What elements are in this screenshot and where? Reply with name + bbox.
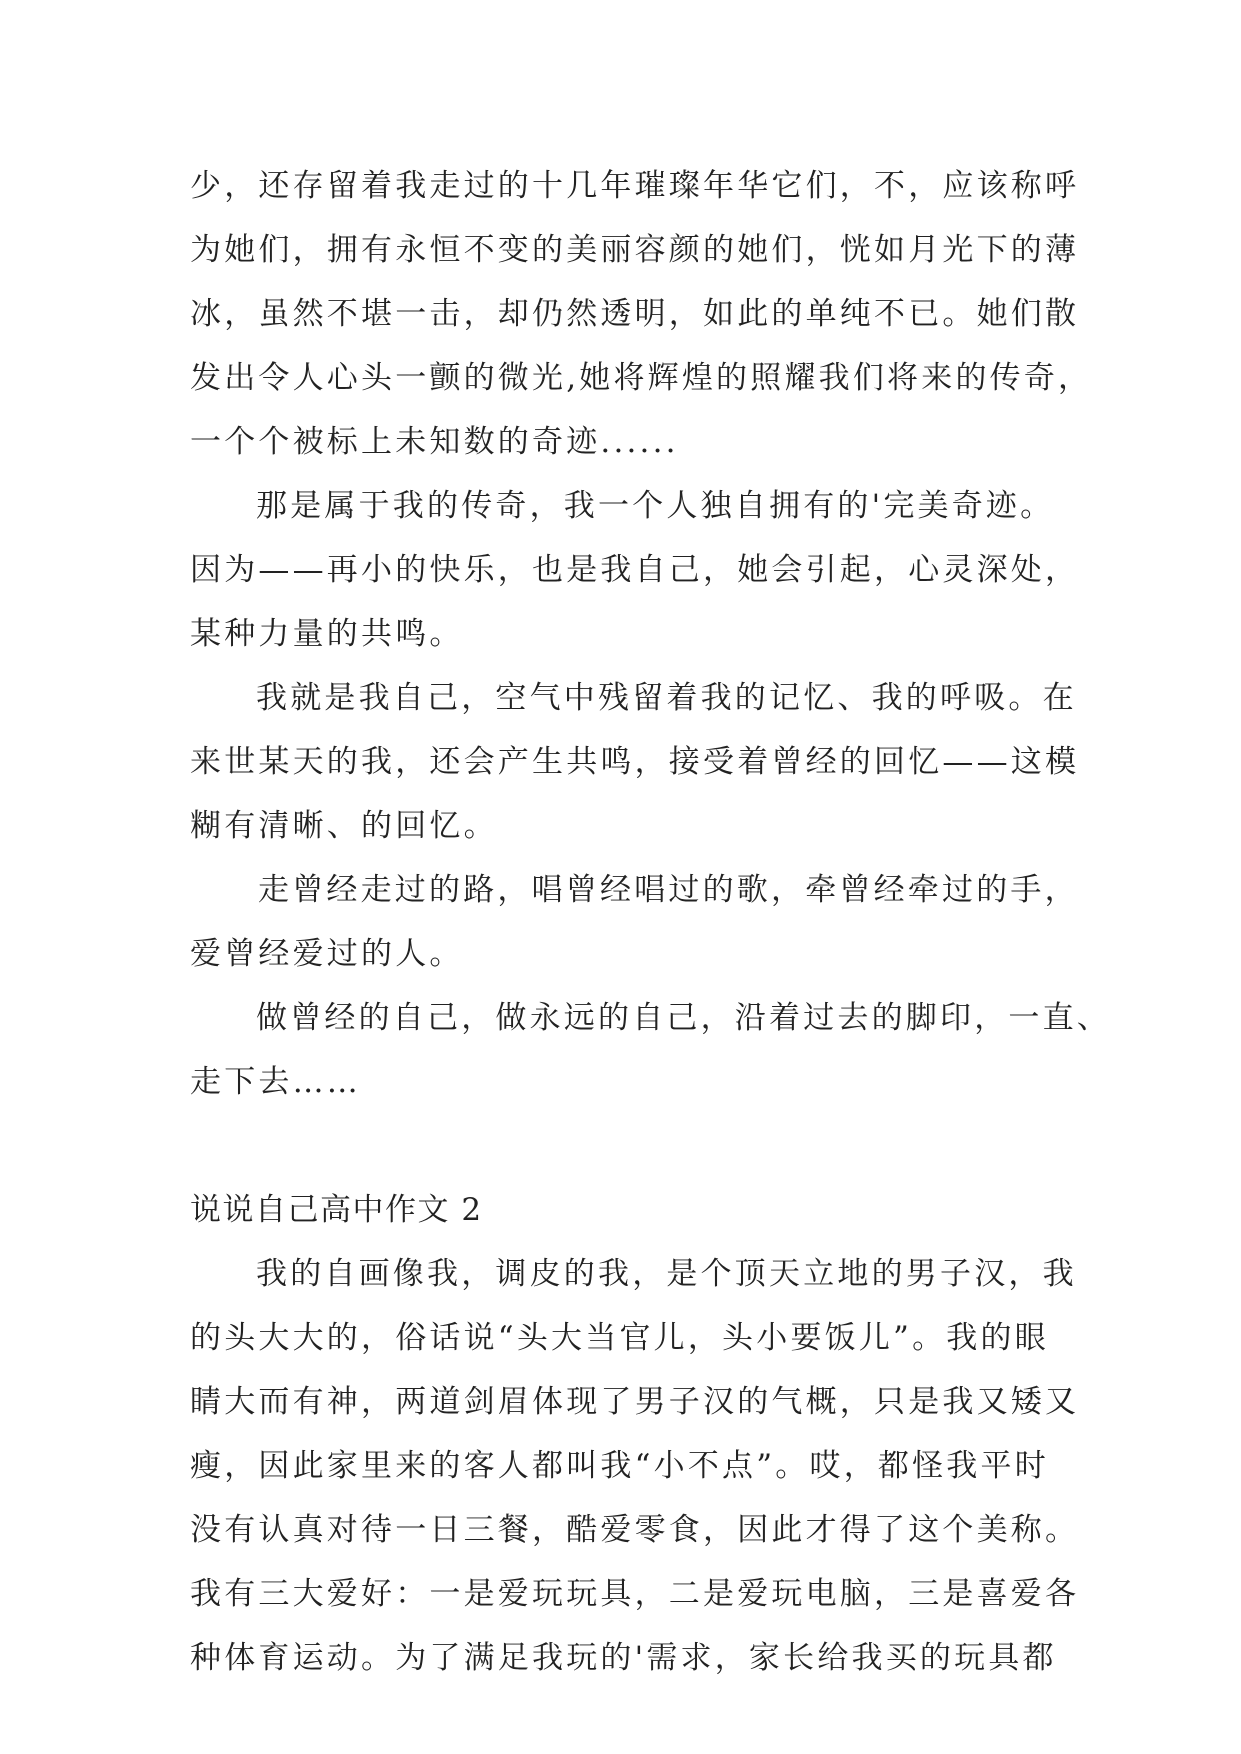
text-line: 因为——再小的快乐，也是我自己，她会引起，心灵深处， [190,552,1080,588]
text-line: 瘦，因此家里来的客人都叫我“小不点”。哎，都怪我平时 [190,1448,1049,1484]
text-line: 的头大大的，俗话说“头大当官儿，头小要饭儿”。我的眼 [190,1320,1049,1356]
paragraph-first-line: 做曾经的自己，做永远的自己，沿着过去的脚印，一直、 [256,1000,1111,1036]
text-line: 种体育运动。为了满足我玩的'需求，家长给我买的玩具都 [190,1640,1057,1676]
text-line: 走下去…… [190,1064,361,1100]
paragraph-first-line: 我就是我自己，空气中残留着我的记忆、我的呼吸。在 [256,680,1077,716]
paragraph-first-line: 我的自画像我，调皮的我，是个顶天立地的男子汉，我 [256,1256,1077,1292]
paragraph-first-line: 那是属于我的传奇，我一个人独自拥有的'完美奇迹。 [256,488,1055,524]
text-line: 我有三大爱好：一是爱玩玩具，二是爱玩电脑，三是喜爱各 [190,1576,1080,1612]
text-line: 某种力量的共鸣。 [190,616,464,652]
text-line: 冰，虽然不堪一击，却仍然透明，如此的单纯不已。她们散 [190,296,1080,332]
text-line: 爱曾经爱过的人。 [190,936,464,972]
text-line: 来世某天的我，还会产生共鸣，接受着曾经的回忆——这模 [190,744,1080,780]
text-line: 糊有清晰、的回忆。 [190,808,498,844]
essay-title: 说说自己高中作文 2 [190,1192,483,1228]
text-line: 少，还存留着我走过的十几年璀璨年华它们，不，应该称呼 [190,168,1080,204]
text-line: 一个个被标上未知数的奇迹...... [190,424,679,460]
text-line: 没有认真对待一日三餐，酷爱零食，因此才得了这个美称。 [190,1512,1080,1548]
paragraph-first-line: 走曾经走过的路，唱曾经唱过的歌，牵曾经牵过的手， [258,872,1079,908]
text-line: 睛大而有神，两道剑眉体现了男子汉的气概，只是我又矮又 [190,1384,1080,1420]
text-line: 为她们，拥有永恒不变的美丽容颜的她们，恍如月光下的薄 [190,232,1080,268]
text-line: 发出令人心头一颤的微光,她将辉煌的照耀我们将来的传奇， [190,360,1093,396]
